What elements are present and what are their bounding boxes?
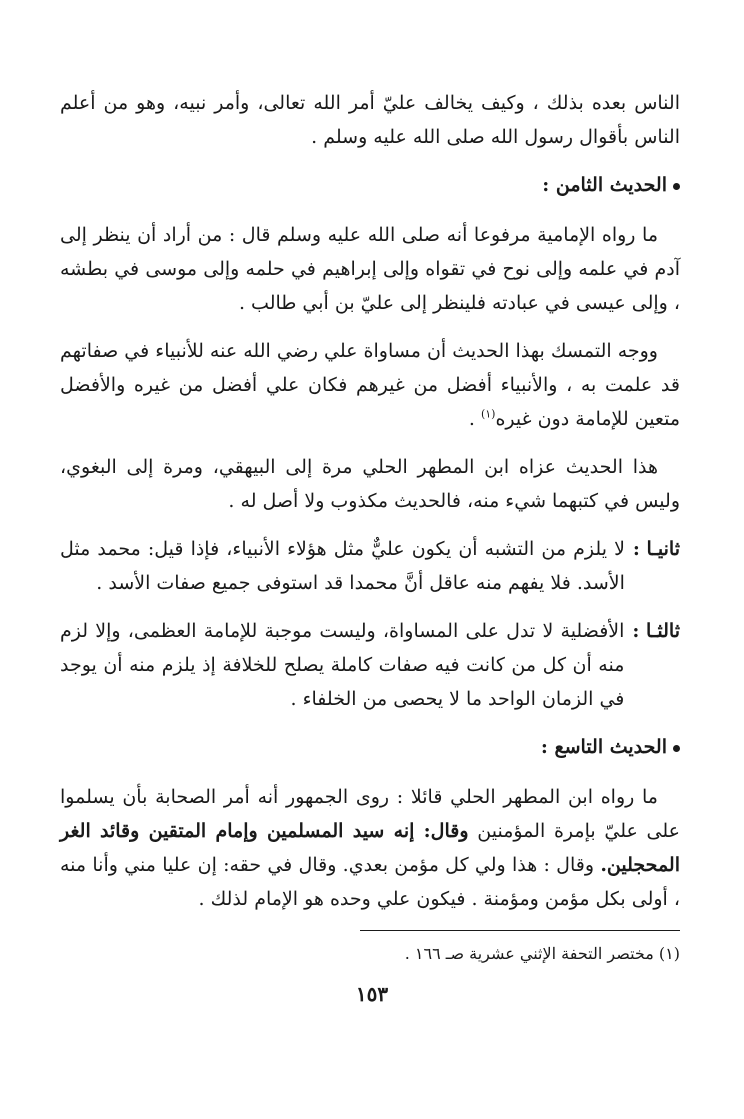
paragraph-hadith-9-part-a: ما رواه ابن المطهر الحلي قائلا : روى الجمهور أنه أمر الصحابة بأن يسلموا على عليّ بإمرة المؤمنين <box>60 786 680 842</box>
bullet-icon <box>673 183 680 190</box>
bullet-icon <box>673 745 680 752</box>
second-reply-body: لا يلزم من التشبه أن يكون عليٌّ مثل هؤلاء الأنبياء، فإذا قيل: محمد مثل الأسد. فلا يفهم منه عاقل أنَّ محمدا قد استوفى جميع صفات الأسد . <box>60 538 625 594</box>
paragraph-hadith-9-part-b: وقال: إنه سيد المسلمين وإمام المتقين وقائد الغر المحجلين. <box>60 820 680 876</box>
paragraph-hadith-9-part-c: وقال : هذا ولي كل مؤمن بعدي. وقال في حقه: إن عليا مني وأنا منه ، أولى بكل مؤمن ومؤمنة . فيكون علي وحده هو الإمام لذلك . <box>60 854 680 910</box>
third-reply-label: ثالثـا : <box>632 620 680 642</box>
second-reply <box>60 532 680 600</box>
paragraph-argument-end: . <box>468 408 481 430</box>
heading-hadith-9 <box>60 730 680 764</box>
third-reply <box>60 614 680 716</box>
paragraph-intro: الناس بعده بذلك ، وكيف يخالف عليّ أمر الله تعالى، وأمر نبيه، وهو من أعلم الناس بأقوال رسول الله صلى الله عليه وسلم . <box>60 92 680 148</box>
second-reply-label: ثانيـا : <box>632 538 680 560</box>
heading-hadith-8 <box>60 168 680 202</box>
heading-hadith-9-text: الحديث التاسع : <box>540 736 667 758</box>
page-body <box>60 86 680 930</box>
paragraph-hadith-9-text <box>60 780 680 916</box>
footnote-divider <box>360 930 680 931</box>
third-reply-body: الأفضلية لا تدل على المساواة، وليست موجبة للإمامة العظمى، وإلا لزم منه أن كل من كانت فيه صفات كاملة يصلح للخلافة إذ يلزم منه أن يوجد في الزمان الواحد ما لا يحصى من الخلفاء . <box>60 620 625 710</box>
footnote: (١) مختصر التحفة الإثني عشرية صـ ١٦٦ . <box>404 944 680 963</box>
paragraph-argument-text: ووجه التمسك بهذا الحديث أن مساواة علي رضي الله عنه للأنبياء في صفاتهم قد علمت به ، والأنبياء أفضل من غيرهم فكان علي أفضل من غيره والأفضل متعين للإمامة دون غيره <box>60 340 680 430</box>
paragraph-first-reply: هذا الحديث عزاه ابن المطهر الحلي مرة إلى البيهقي، ومرة إلى البغوي، وليس في كتبهما شيء منه، فالحديث مكذوب ولا أصل له . <box>60 456 680 512</box>
paragraph-argument <box>60 334 680 436</box>
heading-hadith-8-text: الحديث الثامن : <box>542 174 667 196</box>
footnote-reference: (١) <box>480 407 496 421</box>
page-number: ١٥٣ <box>355 982 389 1006</box>
paragraph-hadith-8-text: ما رواه الإمامية مرفوعا أنه صلى الله عليه وسلم قال : من أراد أن ينظر إلى آدم في علمه وإلى نوح في تقواه وإلى إبراهيم في حلمه وإلى موسى في بطشه ، وإلى عيسى في عبادته فلينظر إلى عليّ بن أبي طالب . <box>60 224 680 314</box>
